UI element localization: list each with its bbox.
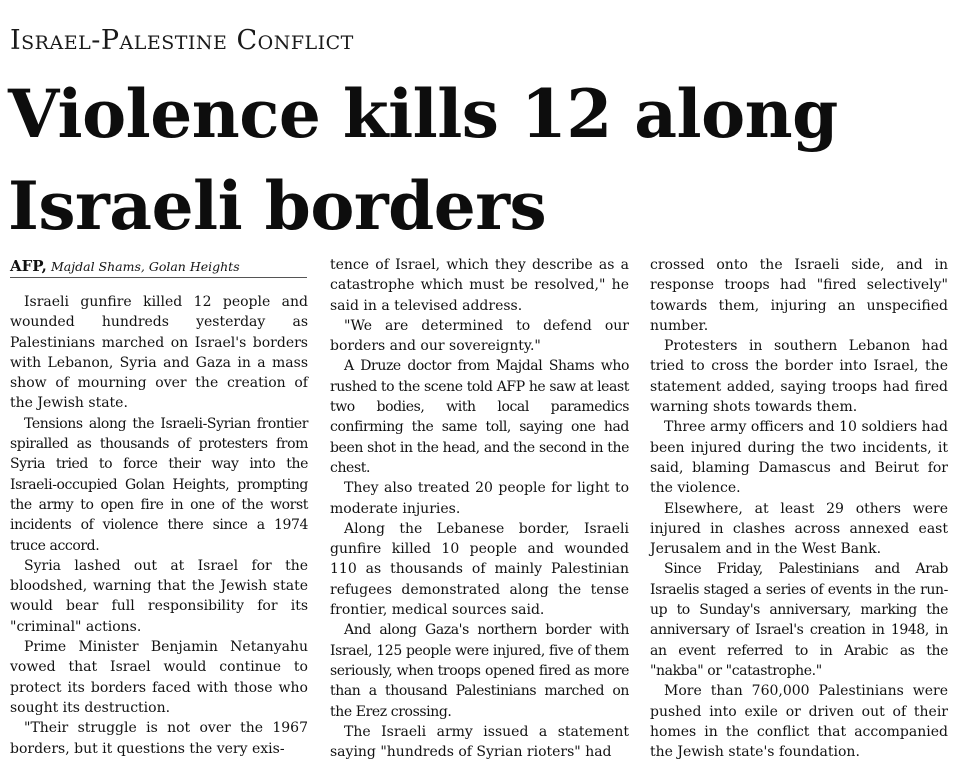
article-column-2 [330, 255, 629, 762]
article-paragraph: They also treated 20 people for light to moderate injuries. [330, 480, 629, 517]
article-paragraph: A Druze doctor from Majdal Shams who rushed to the scene told AFP he saw at least two bodies, with local paramedics confirming the same toll, saying one had been shot in the head, and the second in the chest. [330, 358, 629, 476]
article-paragraph: Since Friday, Palestinians and Arab Israelis staged a series of events in the run-up to Sunday's anniversary, marking the anniversary of Israel's creation in 1948, in an event referred to in Arabic as the "nakba" or "catastrophe." [650, 561, 948, 679]
headline-line-1: Violence kills 12 along [8, 75, 838, 153]
headline [8, 68, 953, 252]
headline-line-2: Israeli borders [8, 167, 547, 245]
article-paragraph: Protesters in southern Lebanon had tried to cross the border into Israel, the statement added, saying troops had fired warning shots towards them. [650, 338, 948, 416]
article-paragraph: Three army officers and 10 soldiers had been injured during the two incidents, it said, blaming Damascus and Beirut for the violence. [650, 419, 948, 497]
byline-location: Majdal Shams, Golan Heights [51, 259, 240, 274]
article-paragraph: tence of Israel, which they describe as a catastrophe which must be resolved," he said in a televised address. [330, 257, 629, 314]
article-paragraph: "Their struggle is not over the 1967 borders, but it questions the very exis- [10, 720, 308, 757]
article-paragraph: Israeli gunfire killed 12 people and wounded hundreds yesterday as Palestinians marched on Israel's borders with Lebanon, Syria and Gaza in a mass show of mourning over the creation of the Jewish state. [10, 294, 308, 412]
article-paragraph: The Israeli army issued a statement saying "hundreds of Syrian rioters" had [330, 723, 629, 761]
article-paragraph: More than 760,000 Palestinians were pushed into exile or driven out of their homes in the conflict that accompanied the Jewish state's foundation. [650, 683, 948, 761]
article-paragraph: Syria lashed out at Israel for the bloodshed, warning that the Jewish state would bear full responsibility for its "criminal" actions. [10, 557, 308, 635]
article-paragraph: Along the Lebanese border, Israeli gunfire killed 10 people and wounded 110 as thousands of mainly Palestinian refugees demonstrated along the tense frontier, medical sources said. [330, 520, 629, 619]
article-paragraph: crossed onto the Israeli side, and in response troops had "fired selectively" towards them, injuring an unspecified number. [650, 257, 948, 334]
article-paragraph: Prime Minister Benjamin Netanyahu vowed that Israel would continue to protect its borders faced with those who sought its destruction. [10, 639, 308, 716]
section-kicker: Israel-Palestine Conflict [10, 25, 354, 56]
article-paragraph: And along Gaza's northern border with Israel, 125 people were injured, five of them seriously, when troops opened fired as more than a thousand Palestinians marched on the Erez crossing. [330, 622, 629, 720]
article-paragraph: "We are determined to defend our borders and our sovereignty." [330, 317, 629, 355]
byline-agency: AFP, [10, 257, 47, 275]
byline [10, 255, 307, 278]
article-column-1 [10, 292, 308, 759]
article-paragraph: Tensions along the Israeli-Syrian frontier spiralled as thousands of protesters from Syria tried to force their way into the Israeli-occupied Golan Heights, prompting the army to open fire in one of the worst incidents of violence there since a 1974 truce accord. [10, 415, 308, 554]
article-column-3 [650, 255, 948, 762]
article-paragraph: Elsewhere, at least 29 others were injured in clashes across annexed east Jerusalem and in the West Bank. [650, 500, 948, 558]
